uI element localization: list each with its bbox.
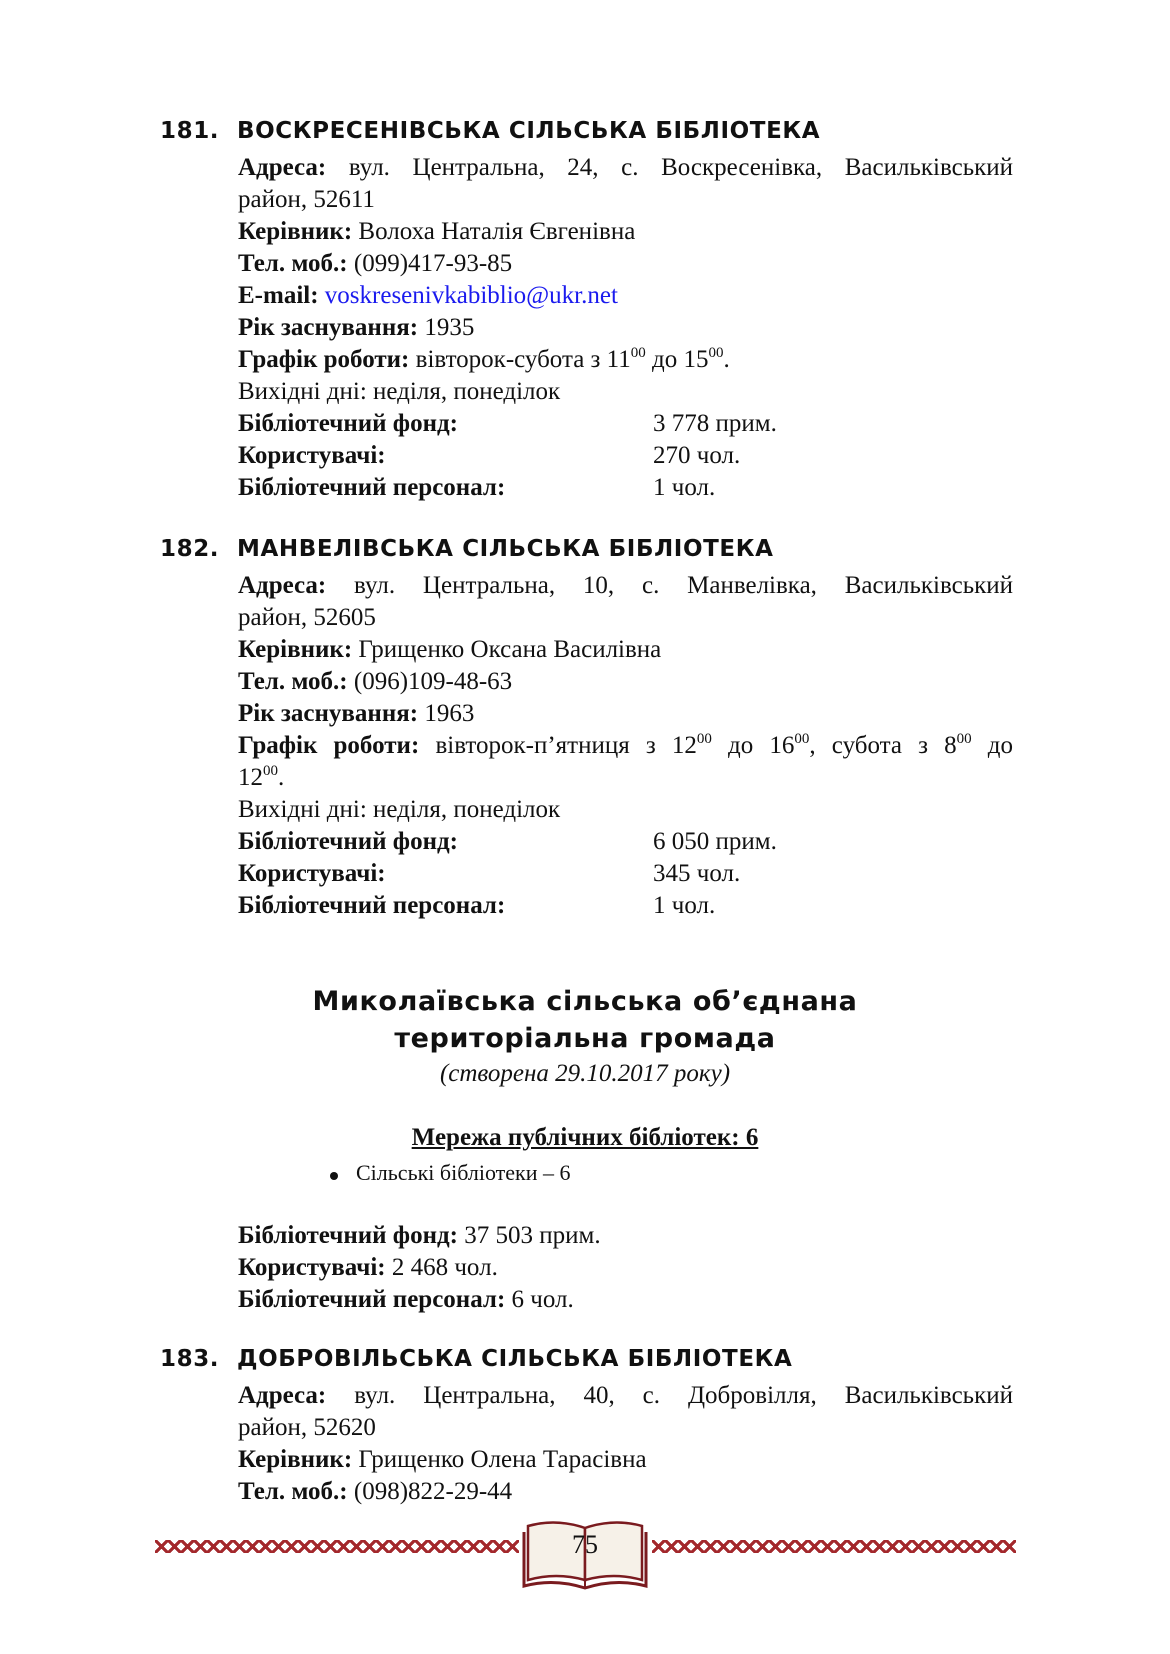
entry-182-head: Керівник: Грищенко Оксана Василівна (238, 636, 662, 663)
entry-182-address: Адреса: вул. Центральна, 10, с. Манвелівка, Васильківський (238, 572, 1014, 599)
entry-181-title (160, 118, 820, 144)
entry-181-staff-value: 1 чол. (653, 474, 716, 501)
page-number: 75 (572, 1530, 598, 1559)
entry-number: 181. (160, 118, 220, 144)
entry-182-founded: Рік заснування: 1963 (238, 700, 475, 727)
entry-182-schedule: Графік роботи: вівторок-п’ятниця з $12^{00}$ до $16^{00}$, субота з $8^{00}$ до (238, 731, 1014, 759)
community-title-cont: територіальна громада (394, 1023, 776, 1054)
entry-182-users-label: Користувачі: (238, 860, 386, 887)
community-subtitle: (створена 29.10.2017 року) (439, 1060, 731, 1087)
entry-number: 182. (160, 536, 220, 562)
entry-182-staff-value: 1 чол. (653, 892, 716, 919)
entry-182-fund-label: Бібліотечний фонд: (238, 828, 458, 855)
entry-182-days-off: Вихідні дні: неділя, понеділок (238, 796, 561, 823)
entry-181-founded: Рік заснування: 1935 (238, 314, 475, 341)
entry-181-address: Адреса: вул. Центральна, 24, с. Воскресенівка, Васильківський (238, 154, 1014, 181)
entry-name: ДОБРОВІЛЬСЬКА СІЛЬСЬКА БІБЛІОТЕКА (237, 1346, 793, 1372)
entry-181-days-off: Вихідні дні: неділя, понеділок (238, 378, 561, 405)
entry-181-head: Керівник: Волоха Наталія Євгенівна (238, 218, 636, 245)
entry-name: МАНВЕЛІВСЬКА СІЛЬСЬКА БІБЛІОТЕКА (237, 536, 774, 562)
entry-183-title (160, 1346, 792, 1372)
entry-181-schedule: Графік роботи: вівторок-субота з $11^{00}$ до $15^{00}$. (238, 345, 730, 373)
entry-181-email: E-mail: voskresenivkabiblio@ukr.net (238, 282, 618, 309)
bullet-icon (330, 1172, 338, 1180)
entry-182-staff-label: Бібліотечний персонал: (238, 892, 506, 919)
entry-181-staff-label: Бібліотечний персонал: (238, 474, 506, 501)
entry-181-phone: Тел. моб.: (099)417-93-85 (238, 250, 513, 277)
entry-181-address-cont: район, 52611 (238, 186, 375, 213)
entry-181-users-label: Користувачі: (238, 442, 386, 469)
entry-182-address-cont: район, 52605 (238, 604, 376, 631)
footer-ornament-right (652, 1538, 1016, 1554)
entry-182-title (160, 536, 774, 562)
entry-183-address: Адреса: вул. Центральна, 40, с. Добровілля, Васильківський (238, 1382, 1013, 1409)
entry-182-schedule-cont: $12^{00}$. (238, 763, 285, 791)
entry-183-address-cont: район, 52620 (238, 1414, 376, 1441)
footer-ornament-left (155, 1538, 519, 1554)
community-fund: Бібліотечний фонд: 37 503 прим. (238, 1222, 601, 1249)
entry-181-users-value: 270 чол. (653, 442, 741, 469)
email-link[interactable]: voskresenivkabiblio@ukr.net (324, 282, 618, 309)
entry-181-fund-label: Бібліотечний фонд: (238, 410, 458, 437)
entry-182-users-value: 345 чол. (653, 860, 741, 887)
community-users: Користувачі: 2 468 чол. (238, 1254, 498, 1281)
bullet-rural-libraries: Сільські бібліотеки – 6 (356, 1160, 571, 1185)
entry-181-fund-value: 3 778 прим. (653, 410, 777, 437)
entry-name: ВОСКРЕСЕНІВСЬКА СІЛЬСЬКА БІБЛІОТЕКА (237, 118, 821, 144)
entry-182-phone: Тел. моб.: (096)109-48-63 (238, 668, 513, 695)
library-network-heading: Мережа публічних бібліотек: 6 (411, 1124, 759, 1151)
community-staff: Бібліотечний персонал: 6 чол. (238, 1286, 574, 1313)
entry-183-phone: Тел. моб.: (098)822-29-44 (238, 1478, 513, 1505)
entry-183-head: Керівник: Грищенко Олена Тарасівна (238, 1446, 647, 1473)
community-title: Миколаївська сільська об’єднана (312, 986, 858, 1017)
entry-182-fund-value: 6 050 прим. (653, 828, 777, 855)
entry-number: 183. (160, 1346, 220, 1372)
